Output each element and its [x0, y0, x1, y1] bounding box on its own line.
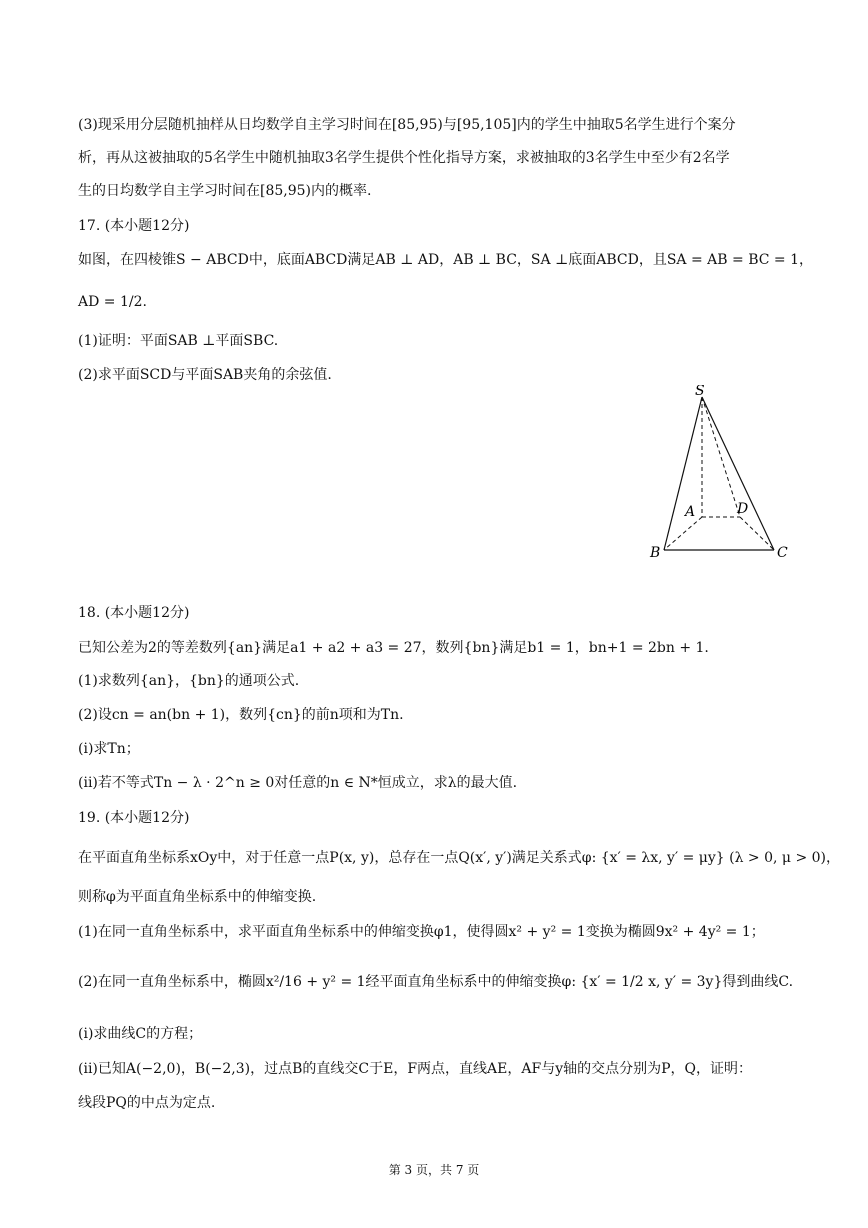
- q18-part2-i: (i)求Tn；: [78, 741, 140, 757]
- vertex-label-a: A: [685, 504, 696, 520]
- q16-part3-line1: (3)现采用分层随机抽样从日均数学自主学习时间在[85,95)与[95,105]内的学生中抽取5名学生进行个案分: [78, 117, 736, 133]
- vertex-label-c: C: [777, 545, 788, 561]
- q17-stem-line2: AD = 1/2.: [78, 294, 147, 310]
- q16-part3-line3: 生的日均数学自主学习时间在[85,95)内的概率.: [78, 183, 372, 199]
- q19-stem-line2: 则称φ为平面直角坐标系中的伸缩变换.: [78, 889, 317, 905]
- q17-header: 17. (本小题12分): [78, 218, 190, 234]
- q18-part1: (1)求数列{an}，{bn}的通项公式.: [78, 673, 300, 689]
- q17-stem-line1: 如图，在四棱锥S − ABCD中，底面ABCD满足AB ⊥ AD，AB ⊥ BC，SA ⊥底面ABCD，且SA = AB = BC = 1，: [78, 252, 814, 268]
- q19-part2-ii-line2: 线段PQ的中点为定点.: [78, 1095, 216, 1111]
- q17-part1: (1)证明：平面SAB ⊥平面SBC.: [78, 333, 279, 349]
- q18-part2: (2)设cn = an(bn + 1)，数列{cn}的前n项和为Tn.: [78, 707, 404, 723]
- page-footer: 第 3 页，共 7 页: [388, 1163, 480, 1177]
- q19-part2-ii-line1: (ii)已知A(−2,0)，B(−2,3)，过点B的直线交C于E，F两点，直线AE，AF与y轴的交点分别为P，Q，证明：: [78, 1061, 753, 1077]
- q19-stem-line1: 在平面直角坐标系xOy中，对于任意一点P(x, y)，总存在一点Q(x′, y′)满足关系式φ: {x′ = λx, y′ = μy} (λ > 0, μ > 0)，: [78, 850, 841, 866]
- q18-stem: 已知公差为2的等差数列{an}满足a1 + a2 + a3 = 27，数列{bn}满足b1 = 1，bn+1 = 2bn + 1.: [78, 640, 709, 656]
- pyramid-figure: [640, 385, 800, 570]
- vertex-label-d: D: [737, 501, 749, 517]
- q18-part2-ii: (ii)若不等式Tn − λ · 2^n ≥ 0对任意的n ∈ N*恒成立，求λ的最大值.: [78, 775, 518, 791]
- q18-header: 18. (本小题12分): [78, 605, 190, 621]
- q19-part1: (1)在同一直角坐标系中，求平面直角坐标系中的伸缩变换φ1，使得圆x² + y² = 1变换为椭圆9x² + 4y² = 1；: [78, 924, 765, 940]
- q19-part2-i: (i)求曲线C的方程；: [78, 1026, 203, 1042]
- q19-part2: (2)在同一直角坐标系中，椭圆x²/16 + y² = 1经平面直角坐标系中的伸缩变换φ: {x′ = 1/2 x, y′ = 3y}得到曲线C.: [78, 974, 794, 990]
- q16-part3-line2: 析，再从这被抽取的5名学生中随机抽取3名学生提供个性化指导方案，求被抽取的3名学生中至少有2名学: [78, 150, 730, 166]
- vertex-label-s: S: [695, 385, 705, 399]
- q19-header: 19. (本小题12分): [78, 810, 190, 826]
- q17-part2: (2)求平面SCD与平面SAB夹角的余弦值.: [78, 367, 332, 383]
- vertex-label-b: B: [650, 545, 661, 561]
